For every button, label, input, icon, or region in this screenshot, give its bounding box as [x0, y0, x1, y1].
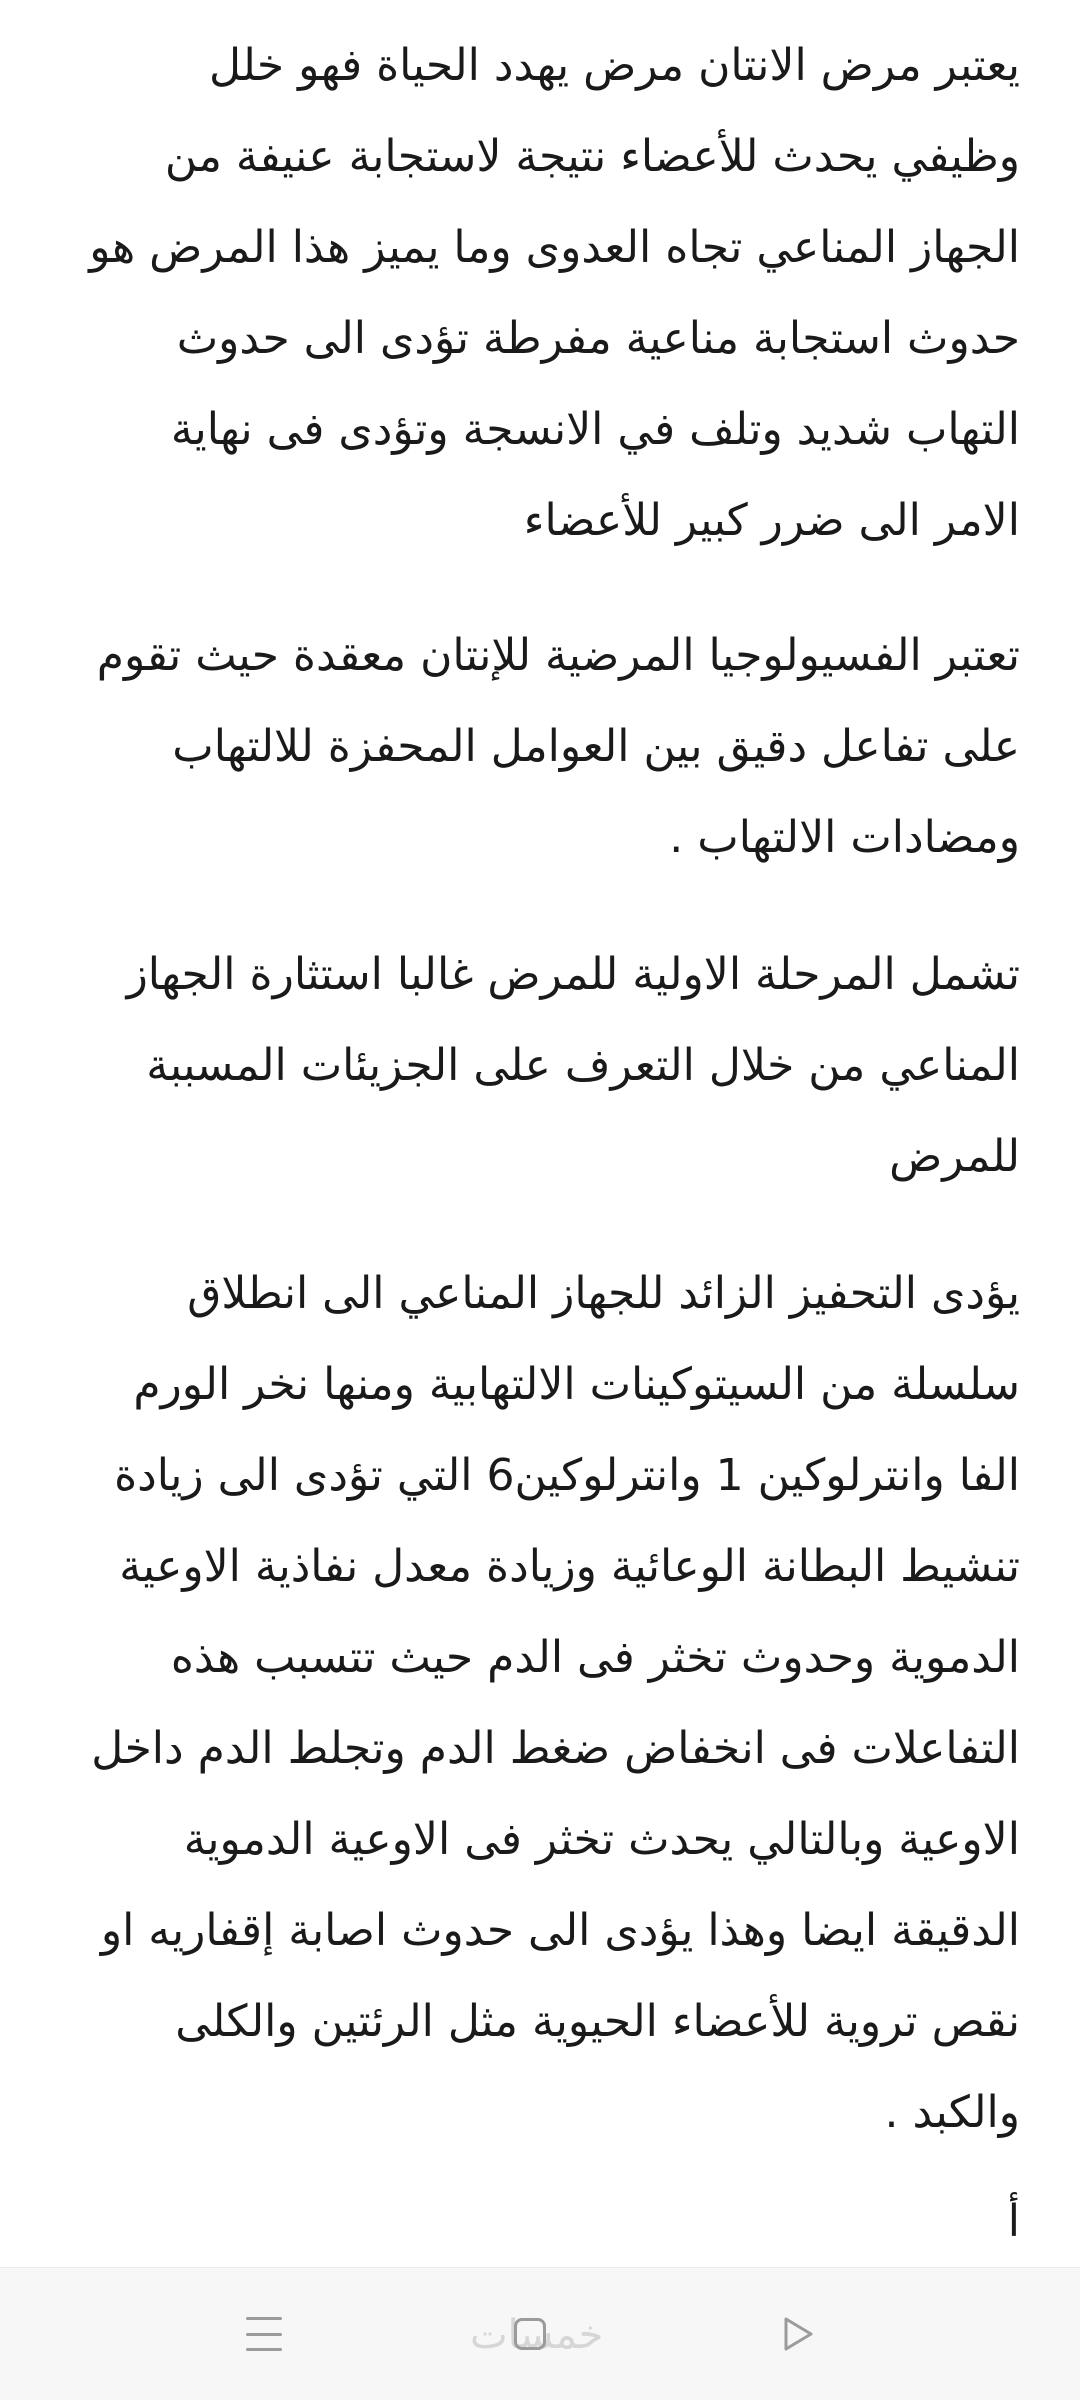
system-navigation-bar [0, 2267, 1080, 2400]
article-paragraph: تعتبر الفسيولوجيا المرضية للإنتان معقدة حيث تقوم على تفاعل دقيق بين العوامل المحفزة للالتهاب ومضادات الالتهاب . [96, 630, 1020, 863]
recents-button[interactable] [234, 2304, 294, 2364]
back-button[interactable] [768, 2304, 828, 2364]
menu-lines-icon [246, 2317, 282, 2351]
article-paragraph: تشمل المرحلة الاولية للمرض غالبا استثارة الجهاز المناعي من خلال التعرف على الجزيئات المسببة للمرض [126, 949, 1020, 1182]
article-paragraph: يؤدى التحفيز الزائد للجهاز المناعي الى انطلاق سلسلة من السيتوكينات الالتهابية ومنها نخر الورم الفا وانترلوكين 1 وانترلوكين6 التي تؤدى الى زيادة تنشيط البطانة الوعائية وزيادة معدل نفاذية الاوعية الدموية وحدوث تخثر فى الدم حيث تتسبب هذه التفاعلات فى انخفاض ضغط الدم وتجلط الدم داخل الاوعية وبالتالي يحدث تخثر فى الاوعية الدموية الدقيقة ايضا وهذا يؤدى الى حدوث اصابة إقفاريه او نقص تروية للأعضاء الحيوية مثل الرئتين والكلى والكبد . [91, 1268, 1020, 2138]
home-button[interactable] [500, 2304, 560, 2364]
triangle-back-icon [780, 2315, 816, 2353]
article-paragraph: يعتبر مرض الانتان مرض يهدد الحياة فهو خلل وظيفي يحدث للأعضاء نتيجة لاستجابة عنيفة من الجهاز المناعي تجاه العدوى وما يميز هذا المرض هو حدوث استجابة مناعية مفرطة تؤدى الى حدوث التهاب شديد وتلف في الانسجة وتؤدى فى نهاية الامر الى ضرر كبير للأعضاء [89, 40, 1020, 546]
article-body [70, 20, 1020, 2204]
watermark-logo: خمسات [470, 2312, 604, 2358]
cut-off-text: أ [1007, 2196, 1020, 2247]
rounded-square-icon [514, 2318, 546, 2350]
cut-off-next-line [60, 2196, 1020, 2264]
